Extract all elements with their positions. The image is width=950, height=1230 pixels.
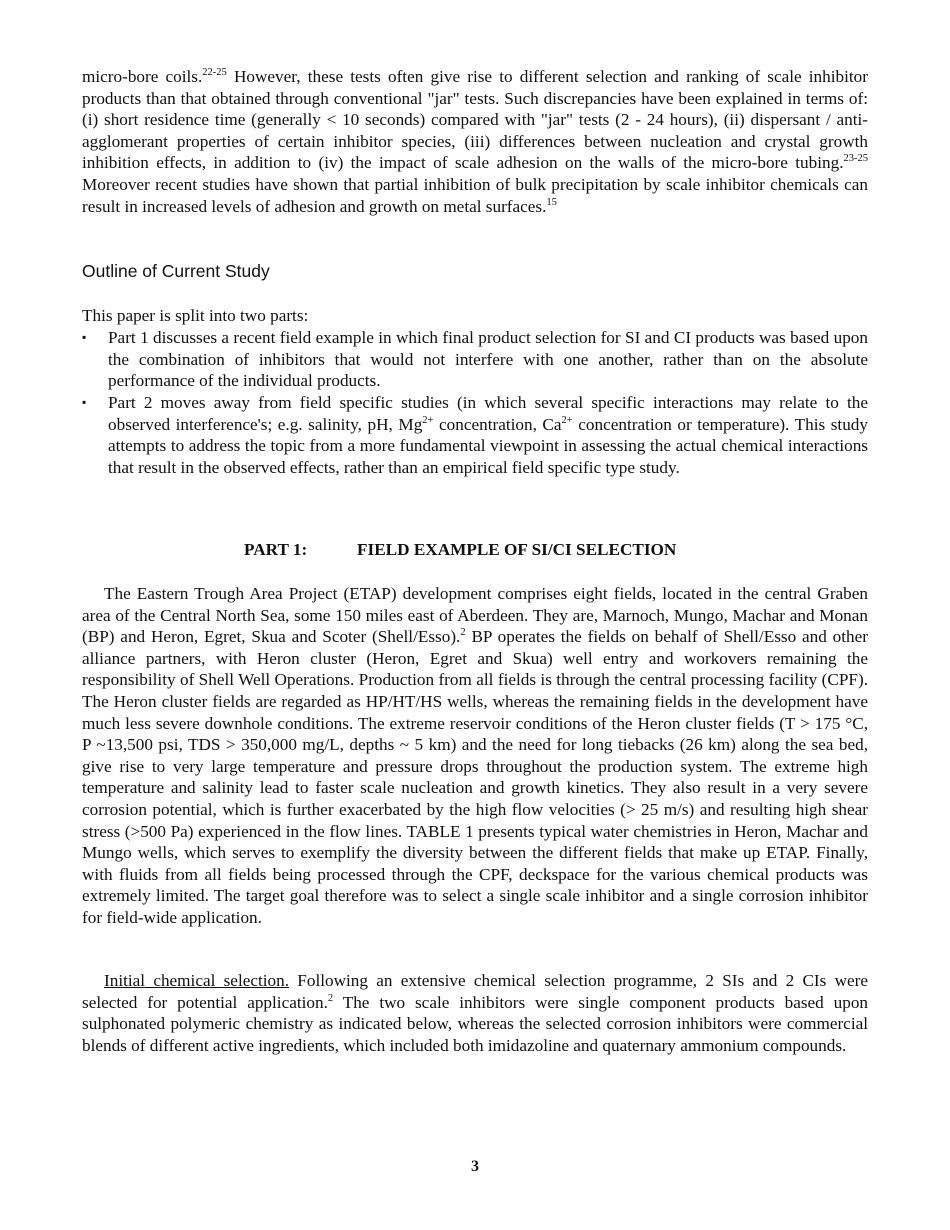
bullet-part1: ▪ Part 1 discusses a recent field example in which final product selection for SI and CI products was based upon the combination of inhibitors that would not interfere with one another, rather than on the absolute performance of the individual products. xyxy=(82,328,868,391)
intro-paragraph: micro-bore coils.$^{22-25}$ However, these tests often give rise to different selection and ranking of scale inhibitor products than that obtained through conventional "jar" tests. Such discrepancies have been explained in terms of: (i) short residence time (generally < 10 seconds) compared with "jar" tests (2 - 24 hours), (ii) dispersant / anti-agglomerant properties of certain inhibitor species, (iii) differences between nucleation and crystal growth inhibition effects, in addition to (iv) the impact of scale adhesion on the walls of the micro-bore tubing.$^{23-25}$ Moreover recent studies have shown that partial inhibition of bulk precipitation by scale inhibitor chemicals can result in increased levels of adhesion and growth on metal surfaces.$^{15}$ xyxy=(82,67,868,216)
citation: 22-25 xyxy=(202,67,227,78)
bullet-icon: ▪ xyxy=(82,395,87,409)
citation: 2 xyxy=(327,992,334,1004)
initial-selection-paragraph: Initial chemical selection. Following an extensive chemical selection programme, 2 SIs and 2 CIs were selected for potential application.$^2$ The two scale inhibitors were single component products based upon sulphonated polymeric chemistry as indicated below, whereas the selected corrosion inhibitors were commercial blends of different active ingredients, which included both imidazoline and quaternary ammonium compounds. xyxy=(82,971,869,1055)
run-in-heading: Initial chemical selection. xyxy=(104,971,290,990)
page-number: 3 xyxy=(471,1158,479,1175)
citation: 15 xyxy=(546,196,557,208)
outline-lead: This paper is split into two parts: xyxy=(82,306,309,325)
bullet-icon: ▪ xyxy=(82,330,87,344)
etap-paragraph: The Eastern Trough Area Project (ETAP) development comprises eight fields, located in the central Graben area of the Central North Sea, some 150 miles east of Aberdeen. They are, Marnoch, Mungo, Machar and Monan (BP) and Heron, Egret, Skua and Scoter (Shell/Esso).$^2$ BP operates the fields on behalf of Shell/Esso and other alliance partners, with Heron cluster (Heron, Egret and Skua) well entry and workovers remaining the responsibility of Shell Well Operations. Production from all fields is through the central processing facility (CPF). The Heron cluster fields are regarded as HP/HT/HS wells, whereas the remaining fields in the development have much less severe downhole conditions. The extreme reservoir conditions of the Heron cluster fields (T > 175 °C, P ~13,500 psi, TDS > 350,000 mg/L, depths ~ 5 km) and the need for long tiebacks (26 km) along the sea bed, give rise to very large temperature and pressure drops throughout the production system. The extreme high temperature and salinity lead to faster scale nucleation and growth kinetics. They also result in a very severe corrosion potential, which is further exacerbated by the high flow velocities (> 25 m/s) and resulting high shear stress (>500 Pa) experienced in the flow lines. TABLE 1 presents typical water chemistries in Heron, Machar and Mungo wells, which serves to exemplify the diversity between the different fields that make up ETAP. Finally, with fluids from all fields being processed through the CPF, deckspace for the various chemical products was extremely limited. The target goal therefore was to select a single scale inhibitor and a single corrosion inhibitor for field-wide application. xyxy=(82,584,868,927)
citation: 2 xyxy=(460,627,466,639)
bullet-part2: ▪ Part 2 moves away from field specific studies (in which several specific interactions may relate to the observed interference's; e.g. salinity, pH, $Mg^{2+}$ concentration, $Ca^{2+}$ concentration or temperature). This study attempts to address the topic from a more fundamental viewpoint in assessing the actual chemical interactions that result in the observed effects, rather than an empirical field specific type study. xyxy=(82,393,868,477)
citation: 23-25 xyxy=(843,153,868,165)
section-heading-outline: Outline of Current Study xyxy=(82,261,270,281)
